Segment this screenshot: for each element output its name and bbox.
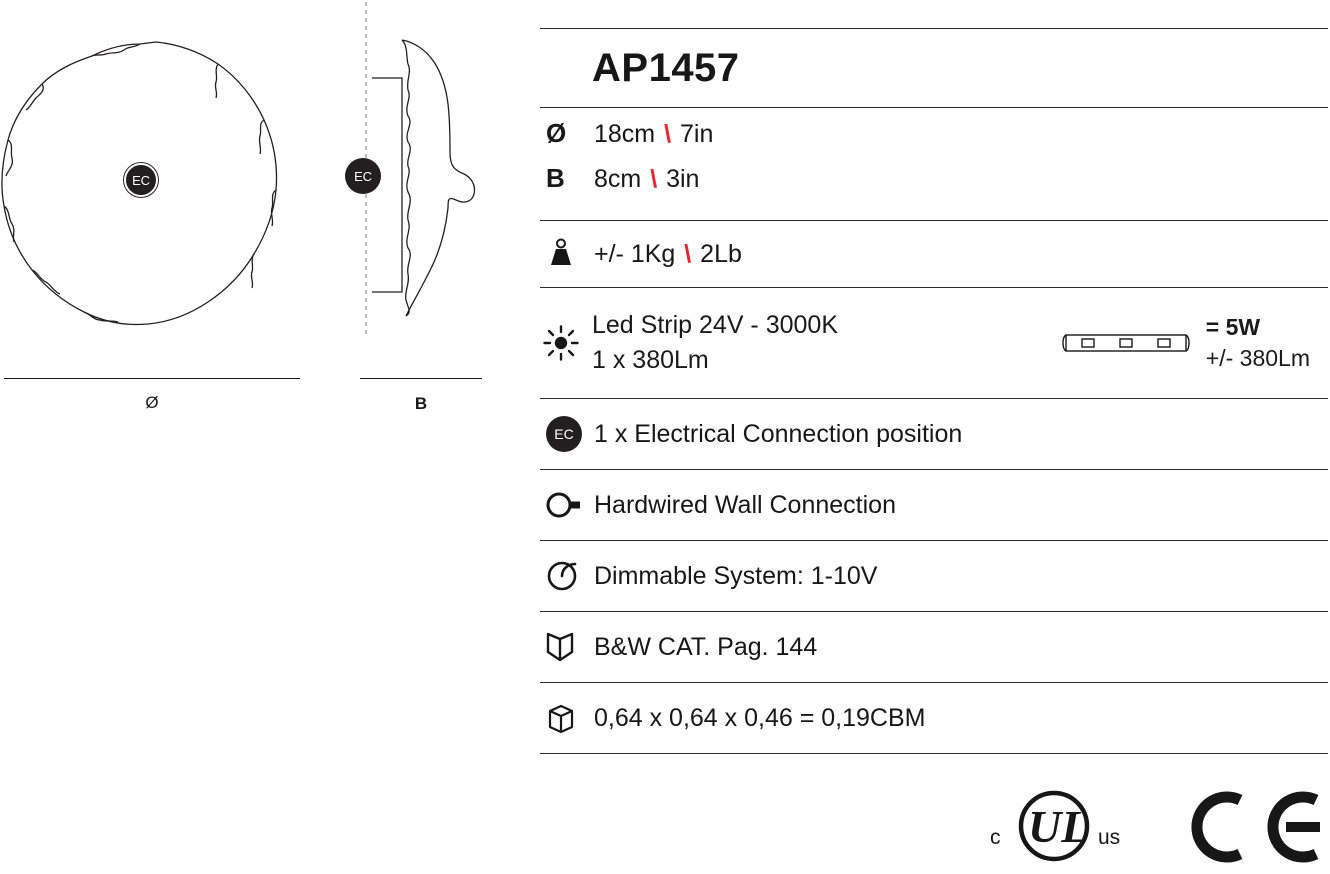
ul-us-label: us [1098,826,1121,849]
ul-listed-icon [988,790,1130,862]
ul-mark-label: UL [1028,801,1090,852]
ec-marker-front: EC [124,163,158,197]
led-power-text [1206,312,1310,374]
front-dimension-label: Ø [145,393,159,412]
weight-icon [542,237,594,271]
light-source-icon [540,324,592,362]
separator-slash: \ [650,165,658,193]
weight-row [540,221,1328,287]
separator-slash: \ [684,239,692,268]
depth-symbol: B [546,163,565,193]
electrical-connection-row [540,399,1328,469]
front-dimension-line [4,378,300,379]
electrical-connection-text: 1 x Electrical Connection position [594,419,963,448]
ec-icon [542,416,594,452]
led-line-1: Led Strip 24V - 3000K [592,311,838,339]
dimensions-block [540,108,1328,220]
side-dimension-label: B [414,394,428,413]
dimmable-system-text: Dimmable System: 1-10V [594,561,878,590]
ec-marker-side: EC [345,158,381,194]
ec-badge-label: EC [546,416,582,452]
diameter-symbol: Ø [546,118,567,148]
packaging-text: 0,64 x 0,64 x 0,46 = 0,19CBM [594,703,926,732]
led-line-2: 1 x 380Lm [592,346,709,374]
side-dimension-line [360,378,482,379]
dimmable-system-row [540,541,1328,611]
product-title-row [540,29,1328,107]
ul-c-label: c [990,826,1001,849]
diameter-row [540,118,1328,163]
catalog-text: B&W CAT. Pag. 144 [594,632,818,661]
diameter-metric: 18cm [594,120,656,148]
weight-value [594,238,742,271]
led-power-block [1060,312,1328,374]
separator-slash: \ [664,120,672,148]
weight-imperial: 2Lb [700,239,742,268]
hardwired-connection-text: Hardwired Wall Connection [594,490,896,519]
page-title: AP1457 [592,45,740,90]
catalog-row [540,612,1328,682]
depth-value [594,163,699,196]
weight-metric: +/- 1Kg [594,239,676,268]
led-strip-icon [1060,327,1192,359]
diameter-imperial: 7in [680,120,714,148]
divider [540,753,1328,754]
hardwired-icon [542,490,594,520]
box-icon [542,701,594,735]
packaging-row [540,683,1328,753]
led-specification-row [540,288,1328,398]
ce-mark-icon [1188,792,1328,862]
depth-row [540,163,1328,208]
depth-metric: 8cm [594,165,642,193]
specification-table [540,0,1330,874]
led-text-block [592,311,838,375]
diameter-value [594,118,713,151]
certification-logos [988,790,1328,862]
dimmer-icon [542,558,594,594]
led-wattage: = 5W [1205,313,1261,340]
led-lumen-total: +/- 380Lm [1205,345,1310,371]
technical-drawings [0,0,540,874]
catalog-icon [542,630,594,664]
depth-imperial: 3in [666,165,700,193]
hardwired-connection-row [540,470,1328,540]
